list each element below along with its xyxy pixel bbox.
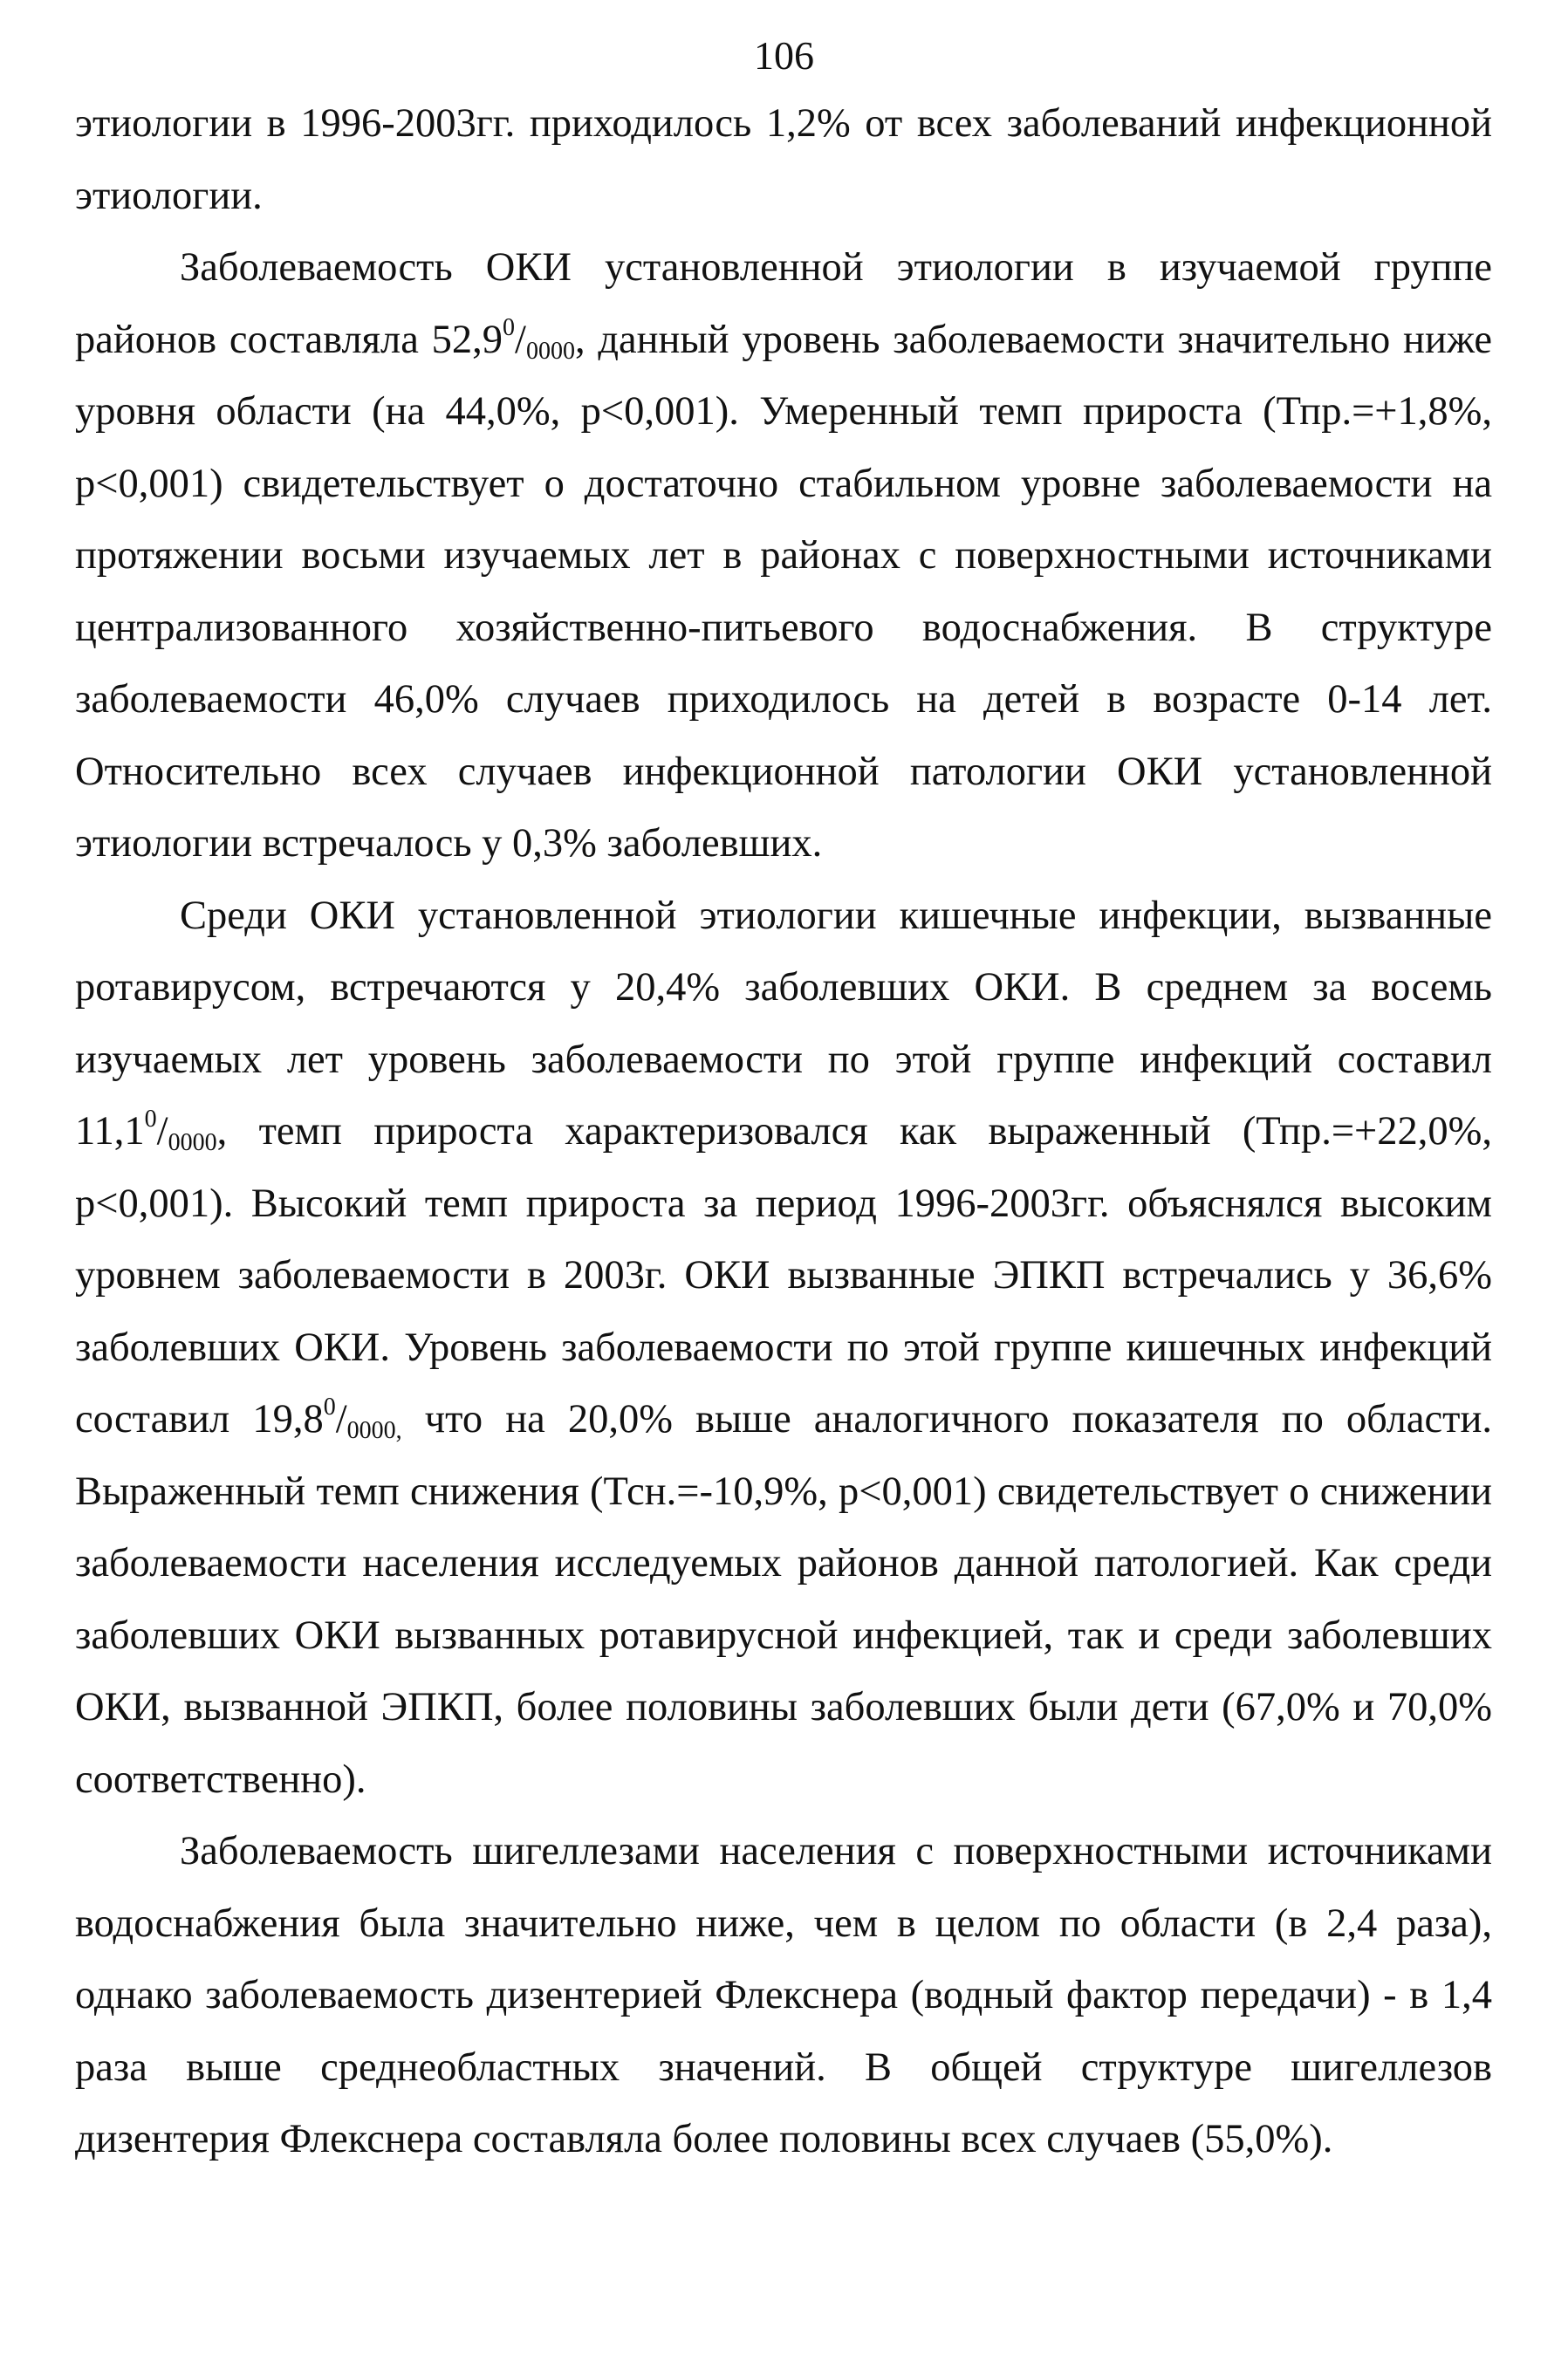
text-run: /	[156, 1109, 168, 1154]
subscript: 0000	[168, 1129, 217, 1156]
paragraph-2	[75, 880, 1492, 1817]
text-run: Заболеваемость шигеллезами населения с поверхностными источниками водоснабжения была значительно ниже, чем в целом по области (в 2,4 раза), однако заболеваемость дизентерией Флекснера (водный фактор передачи) - в 1,4 раза выше среднеобластных значений. В общей структуре шигеллезов дизентерия Флекснера составляла более половины всех случаев (55,0%).	[75, 1829, 1492, 2161]
paragraph-0	[75, 88, 1492, 232]
text-run: Заболеваемость ОКИ установленной этиологии в изучаемой группе районов составляла 52,9	[75, 245, 1492, 362]
subscript: 0000,	[346, 1417, 402, 1444]
paragraph-1	[75, 232, 1492, 880]
superscript: 0	[323, 1394, 336, 1421]
text-run: что на 20,0% выше аналогичного показателя по области. Выраженный темп снижения (Тсн.=-10,9%, р<0,001) свидетельствует о снижении заболеваемости населения исследуемых районов данной патологией. Как среди заболевших ОКИ вызванных ротавирусной инфекцией, так и среди заболевших ОКИ, вызванной ЭПКП, более половины заболевших были дети (67,0% и 70,0% соответственно).	[75, 1397, 1492, 1802]
text-run: Среди ОКИ установленной этиологии кишечные инфекции, вызванные ротавирусом, встречаются у 20,4% заболевших ОКИ. В среднем за восемь изучаемых лет уровень заболеваемости по этой группе инфекций составил 11,1	[75, 893, 1492, 1154]
text-run: /	[515, 317, 526, 362]
page-number: 106	[754, 33, 814, 78]
text-run: , данный уровень заболеваемости значительно ниже уровня области (на 44,0%, р<0,001). Умеренный темп прироста (Тпр.=+1,8%, р<0,001) свидетельствует о достаточно стабильном уровне заболеваемости на протяжении восьми изучаемых лет в районах с поверхностными источниками централизованного хозяйственно-питьевого водоснабжения. В структуре заболеваемости 46,0% случаев приходилось на детей в возрасте 0-14 лет. Относительно всех случаев инфекционной патологии ОКИ установленной этиологии встречалось у 0,3% заболевших.	[75, 317, 1492, 866]
subscript: 0000	[525, 337, 575, 365]
text-run: /	[335, 1397, 347, 1442]
text-run: , темп прироста характеризовался как выраженный (Тпр.=+22,0%, р<0,001). Высокий темп прироста за период 1996-2003гг. объяснялся высоким уровнем заболеваемости в 2003г. ОКИ вызванные ЭПКП встречались у 36,6% заболевших ОКИ. Уровень заболеваемости по этой группе кишечных инфекций составил 19,8	[75, 1109, 1492, 1442]
superscript: 0	[503, 313, 516, 341]
text-run: этиологии в 1996-2003гг. приходилось 1,2% от всех заболеваний инфекционной этиологии.	[75, 101, 1492, 218]
paragraph-3	[75, 1816, 1492, 2176]
superscript: 0	[144, 1106, 157, 1133]
body-text	[75, 88, 1492, 2176]
